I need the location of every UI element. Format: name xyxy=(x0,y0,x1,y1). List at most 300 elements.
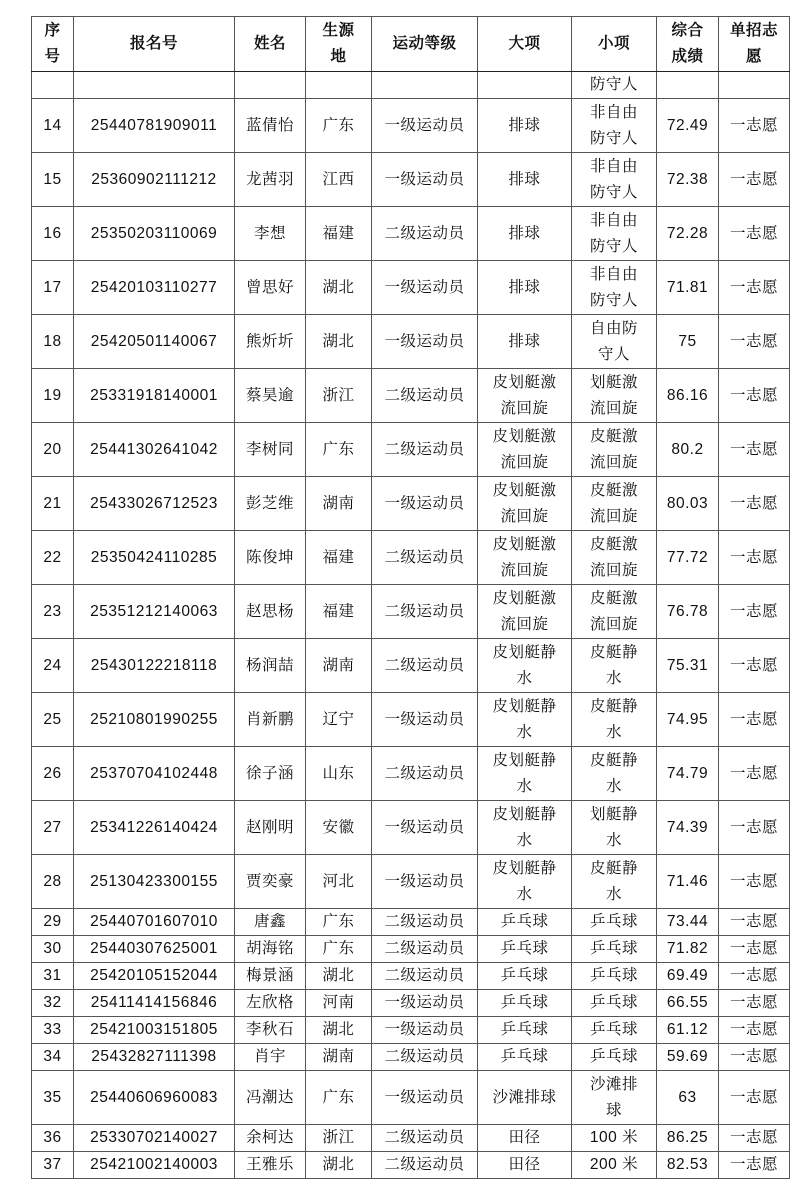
cell-score: 59.69 xyxy=(657,1044,719,1071)
cell-reg-no: 25411414156846 xyxy=(74,990,235,1017)
cell-name: 熊炘圻 xyxy=(235,315,306,369)
cell-reg-no: 25440606960083 xyxy=(74,1071,235,1125)
table-row xyxy=(32,909,790,936)
cell-line: 皮艇静 xyxy=(589,859,638,877)
cell-level: 二级运动员 xyxy=(372,369,478,423)
column-header-origin xyxy=(306,17,372,72)
cell-preference: 一志愿 xyxy=(719,531,790,585)
column-header-label: 小项 xyxy=(597,35,630,52)
cell-seq: 26 xyxy=(32,747,74,801)
table-row xyxy=(32,1044,790,1071)
cell-origin: 湖北 xyxy=(306,1017,372,1044)
cell-reg-no xyxy=(74,72,235,99)
cell-minor-event xyxy=(572,261,657,315)
cell-reg-no: 25420105152044 xyxy=(74,963,235,990)
cell-origin: 山东 xyxy=(306,747,372,801)
table-row xyxy=(32,207,790,261)
column-header-label: 姓名 xyxy=(253,35,286,52)
cell-line: 水 xyxy=(516,723,533,741)
cell-reg-no: 25360902111212 xyxy=(74,153,235,207)
cell-major-event xyxy=(478,423,572,477)
cell-score: 73.44 xyxy=(657,909,719,936)
cell-minor-event xyxy=(572,369,657,423)
table-row xyxy=(32,315,790,369)
cell-preference: 一志愿 xyxy=(719,1071,790,1125)
cell-reg-no: 25440781909011 xyxy=(74,99,235,153)
cell-line: 防守人 xyxy=(589,129,638,147)
cell-major-event xyxy=(478,1152,572,1179)
column-header-preference xyxy=(719,17,790,72)
cell-line: 皮划艇激 xyxy=(492,535,557,553)
table-row xyxy=(32,423,790,477)
cell-major-event xyxy=(478,477,572,531)
cell-score: 76.78 xyxy=(657,585,719,639)
cell-reg-no: 25440701607010 xyxy=(74,909,235,936)
table-row xyxy=(32,1125,790,1152)
cell-line: 乒乓球 xyxy=(589,1021,638,1038)
column-header-level xyxy=(372,17,478,72)
cell-line: 乒乓球 xyxy=(500,1048,549,1065)
cell-line: 皮划艇静 xyxy=(492,805,557,823)
cell-level: 一级运动员 xyxy=(372,693,478,747)
cell-line: 排球 xyxy=(508,170,541,188)
cell-line: 流回旋 xyxy=(589,615,638,633)
cell-major-event xyxy=(478,99,572,153)
cell-line: 非自由 xyxy=(589,211,638,229)
cell-line: 流回旋 xyxy=(589,507,638,525)
cell-origin: 安徽 xyxy=(306,801,372,855)
cell-line: 皮划艇静 xyxy=(492,643,557,661)
cell-level: 二级运动员 xyxy=(372,1125,478,1152)
cell-origin: 河北 xyxy=(306,855,372,909)
cell-seq: 31 xyxy=(32,963,74,990)
cell-seq: 33 xyxy=(32,1017,74,1044)
column-header-label: 地 xyxy=(330,48,347,65)
cell-preference: 一志愿 xyxy=(719,801,790,855)
cell-origin: 广东 xyxy=(306,1071,372,1125)
cell-line: 排球 xyxy=(508,224,541,242)
table-row xyxy=(32,153,790,207)
cell-origin: 江西 xyxy=(306,153,372,207)
table-row xyxy=(32,801,790,855)
cell-seq: 27 xyxy=(32,801,74,855)
cell-preference: 一志愿 xyxy=(719,153,790,207)
cell-minor-event xyxy=(572,963,657,990)
cell-line: 乒乓球 xyxy=(589,994,638,1011)
cell-reg-no: 25370704102448 xyxy=(74,747,235,801)
cell-line: 皮划艇激 xyxy=(492,481,557,499)
cell-preference xyxy=(719,72,790,99)
cell-seq: 28 xyxy=(32,855,74,909)
cell-seq: 36 xyxy=(32,1125,74,1152)
table-row xyxy=(32,747,790,801)
cell-line: 非自由 xyxy=(589,157,638,175)
cell-score: 72.38 xyxy=(657,153,719,207)
table-row xyxy=(32,1152,790,1179)
cell-line: 水 xyxy=(516,669,533,687)
cell-origin: 广东 xyxy=(306,423,372,477)
cell-reg-no: 25210801990255 xyxy=(74,693,235,747)
cell-score: 74.39 xyxy=(657,801,719,855)
column-header-major-event xyxy=(478,17,572,72)
cell-minor-event: 防守人 xyxy=(572,72,657,99)
cell-origin: 福建 xyxy=(306,585,372,639)
cell-level: 二级运动员 xyxy=(372,963,478,990)
table-row xyxy=(32,99,790,153)
cell-name: 肖新鹏 xyxy=(235,693,306,747)
cell-minor-event xyxy=(572,1125,657,1152)
column-header-label: 运动等级 xyxy=(392,35,457,52)
cell-name: 龙茜羽 xyxy=(235,153,306,207)
cell-line: 皮艇静 xyxy=(589,697,638,715)
cell-major-event xyxy=(478,855,572,909)
column-header-label: 综合 xyxy=(671,22,704,39)
cell-line: 乒乓球 xyxy=(589,967,638,984)
cell-preference: 一志愿 xyxy=(719,747,790,801)
cell-line: 水 xyxy=(605,723,622,741)
cell-line: 皮划艇静 xyxy=(492,697,557,715)
cell-major-event xyxy=(478,1017,572,1044)
cell-preference: 一志愿 xyxy=(719,693,790,747)
cell-score: 72.28 xyxy=(657,207,719,261)
column-header-label: 大项 xyxy=(508,35,541,52)
cell-minor-event xyxy=(572,99,657,153)
cell-level: 一级运动员 xyxy=(372,801,478,855)
cell-preference: 一志愿 xyxy=(719,585,790,639)
cell-line: 乒乓球 xyxy=(589,1048,638,1065)
cell-preference: 一志愿 xyxy=(719,1044,790,1071)
cell-minor-event xyxy=(572,855,657,909)
cell-line: 守人 xyxy=(597,345,630,363)
cell-level: 二级运动员 xyxy=(372,207,478,261)
cell-major-event xyxy=(478,261,572,315)
cell-preference: 一志愿 xyxy=(719,963,790,990)
table-header-row xyxy=(32,17,790,72)
cell-score: 80.03 xyxy=(657,477,719,531)
cell-preference: 一志愿 xyxy=(719,855,790,909)
cell-major-event xyxy=(478,990,572,1017)
cell-preference: 一志愿 xyxy=(719,1125,790,1152)
cell-major-event xyxy=(478,963,572,990)
cell-line: 乒乓球 xyxy=(500,913,549,930)
cell-seq: 19 xyxy=(32,369,74,423)
cell-line: 水 xyxy=(605,831,622,849)
cell-score: 80.2 xyxy=(657,423,719,477)
cell-origin: 湖南 xyxy=(306,1044,372,1071)
cell-score: 82.53 xyxy=(657,1152,719,1179)
cell-name: 贾奕豪 xyxy=(235,855,306,909)
cell-major-event xyxy=(478,1044,572,1071)
cell-minor-event xyxy=(572,153,657,207)
cell-reg-no: 25331918140001 xyxy=(74,369,235,423)
cell-score: 77.72 xyxy=(657,531,719,585)
cell-seq xyxy=(32,72,74,99)
cell-reg-no: 25432827111398 xyxy=(74,1044,235,1071)
cell-level: 二级运动员 xyxy=(372,909,478,936)
cell-level: 一级运动员 xyxy=(372,1071,478,1125)
cell-line: 水 xyxy=(516,885,533,903)
cell-line: 非自由 xyxy=(589,103,638,121)
cell-origin: 广东 xyxy=(306,936,372,963)
cell-preference: 一志愿 xyxy=(719,990,790,1017)
cell-line: 球 xyxy=(605,1101,622,1119)
cell-name: 李想 xyxy=(235,207,306,261)
column-header-seq xyxy=(32,17,74,72)
cell-seq: 37 xyxy=(32,1152,74,1179)
cell-seq: 17 xyxy=(32,261,74,315)
cell-preference: 一志愿 xyxy=(719,477,790,531)
cell-preference: 一志愿 xyxy=(719,261,790,315)
table-row xyxy=(32,1071,790,1125)
cell-minor-event xyxy=(572,639,657,693)
cell-minor-event xyxy=(572,531,657,585)
cell-line: 排球 xyxy=(508,278,541,296)
cell-line: 皮艇激 xyxy=(589,589,638,607)
cell-line: 防守人 xyxy=(589,291,638,309)
cell-seq: 24 xyxy=(32,639,74,693)
cell-name: 蓝倩怡 xyxy=(235,99,306,153)
cell-level: 二级运动员 xyxy=(372,639,478,693)
cell-line: 水 xyxy=(605,669,622,687)
cell-minor-event xyxy=(572,423,657,477)
column-header-score xyxy=(657,17,719,72)
cell-line: 流回旋 xyxy=(500,453,549,471)
cell-preference: 一志愿 xyxy=(719,423,790,477)
table-body xyxy=(32,72,790,1179)
cell-major-event xyxy=(478,1071,572,1125)
cell-minor-event xyxy=(572,747,657,801)
cell-name: 曾思好 xyxy=(235,261,306,315)
cell-line: 皮艇激 xyxy=(589,481,638,499)
cell-score: 61.12 xyxy=(657,1017,719,1044)
cell-name: 肖宇 xyxy=(235,1044,306,1071)
cell-origin: 福建 xyxy=(306,531,372,585)
cell-origin: 浙江 xyxy=(306,369,372,423)
cell-origin: 广东 xyxy=(306,909,372,936)
cell-reg-no: 25440307625001 xyxy=(74,936,235,963)
cell-origin: 辽宁 xyxy=(306,693,372,747)
cell-origin: 湖北 xyxy=(306,315,372,369)
cell-seq: 32 xyxy=(32,990,74,1017)
cell-line: 自由防 xyxy=(589,319,638,337)
cell-name: 徐子涵 xyxy=(235,747,306,801)
table-row xyxy=(32,990,790,1017)
cell-name: 陈俊坤 xyxy=(235,531,306,585)
cell-score: 71.46 xyxy=(657,855,719,909)
cell-major-event xyxy=(478,1125,572,1152)
cell-line: 皮艇激 xyxy=(589,535,638,553)
cell-line: 水 xyxy=(605,777,622,795)
cell-preference: 一志愿 xyxy=(719,639,790,693)
column-header-label: 号 xyxy=(44,48,61,65)
cell-name xyxy=(235,72,306,99)
cell-line: 流回旋 xyxy=(500,561,549,579)
cell-name: 蔡昊逾 xyxy=(235,369,306,423)
cell-origin: 广东 xyxy=(306,99,372,153)
cell-level: 二级运动员 xyxy=(372,747,478,801)
cell-reg-no: 25330702140027 xyxy=(74,1125,235,1152)
cell-name: 杨润喆 xyxy=(235,639,306,693)
cell-level: 一级运动员 xyxy=(372,99,478,153)
cell-minor-event xyxy=(572,801,657,855)
cell-line: 皮划艇激 xyxy=(492,373,557,391)
cell-preference: 一志愿 xyxy=(719,936,790,963)
cell-name: 李树同 xyxy=(235,423,306,477)
cell-seq: 23 xyxy=(32,585,74,639)
cell-line: 流回旋 xyxy=(500,615,549,633)
cell-level xyxy=(372,72,478,99)
cell-line: 流回旋 xyxy=(589,561,638,579)
cell-line: 皮划艇激 xyxy=(492,427,557,445)
cell-name: 王雅乐 xyxy=(235,1152,306,1179)
cell-major-event xyxy=(478,747,572,801)
cell-line: 乒乓球 xyxy=(500,1021,549,1038)
cell-level: 一级运动员 xyxy=(372,1017,478,1044)
cell-origin: 福建 xyxy=(306,207,372,261)
cell-origin: 湖北 xyxy=(306,261,372,315)
cell-line: 皮划艇静 xyxy=(492,751,557,769)
cell-seq: 18 xyxy=(32,315,74,369)
cell-minor-event xyxy=(572,693,657,747)
column-header-label: 愿 xyxy=(745,48,762,65)
cell-major-event xyxy=(478,531,572,585)
cell-line: 沙滩排 xyxy=(589,1075,638,1093)
cell-name: 李秋石 xyxy=(235,1017,306,1044)
cell-reg-no: 25351212140063 xyxy=(74,585,235,639)
cell-reg-no: 25341226140424 xyxy=(74,801,235,855)
column-header-label: 生源 xyxy=(322,22,355,39)
cell-major-event xyxy=(478,207,572,261)
cell-line: 沙滩排球 xyxy=(492,1088,557,1106)
cell-minor-event xyxy=(572,477,657,531)
cell-line: 排球 xyxy=(508,116,541,134)
cell-line: 皮划艇激 xyxy=(492,589,557,607)
cell-minor-event xyxy=(572,1044,657,1071)
cell-level: 一级运动员 xyxy=(372,261,478,315)
cell-major-event xyxy=(478,693,572,747)
cell-preference: 一志愿 xyxy=(719,369,790,423)
cell-reg-no: 25441302641042 xyxy=(74,423,235,477)
cell-level: 一级运动员 xyxy=(372,477,478,531)
cell-line: 非自由 xyxy=(589,265,638,283)
column-header-label: 成绩 xyxy=(671,48,704,65)
cell-major-event xyxy=(478,153,572,207)
cell-name: 余柯达 xyxy=(235,1125,306,1152)
cell-name: 彭芝维 xyxy=(235,477,306,531)
cell-line: 流回旋 xyxy=(500,507,549,525)
cell-line: 流回旋 xyxy=(589,399,638,417)
table-row xyxy=(32,585,790,639)
table-row xyxy=(32,936,790,963)
cell-score: 71.81 xyxy=(657,261,719,315)
cell-line: 100 米 xyxy=(589,1129,639,1146)
cell-seq: 22 xyxy=(32,531,74,585)
cell-line: 200 米 xyxy=(589,1156,639,1173)
cell-reg-no: 25421002140003 xyxy=(74,1152,235,1179)
cell-line: 皮划艇静 xyxy=(492,859,557,877)
cell-line: 流回旋 xyxy=(500,399,549,417)
cell-seq: 14 xyxy=(32,99,74,153)
cell-level: 一级运动员 xyxy=(372,855,478,909)
cell-major-event xyxy=(478,909,572,936)
cell-line: 划艇激 xyxy=(589,373,638,391)
column-header-label: 报名号 xyxy=(129,35,178,52)
cell-origin: 河南 xyxy=(306,990,372,1017)
cell-minor-event xyxy=(572,315,657,369)
cell-major-event xyxy=(478,72,572,99)
cell-preference: 一志愿 xyxy=(719,1152,790,1179)
cell-reg-no: 25421003151805 xyxy=(74,1017,235,1044)
cell-score: 71.82 xyxy=(657,936,719,963)
cell-seq: 16 xyxy=(32,207,74,261)
cell-major-event xyxy=(478,639,572,693)
table-row xyxy=(32,963,790,990)
cell-preference: 一志愿 xyxy=(719,99,790,153)
cell-minor-event xyxy=(572,207,657,261)
cell-major-event xyxy=(478,369,572,423)
cell-origin: 湖北 xyxy=(306,963,372,990)
cell-origin: 湖北 xyxy=(306,1152,372,1179)
table-row xyxy=(32,531,790,585)
cell-line: 防守人 xyxy=(589,237,638,255)
table-row xyxy=(32,639,790,693)
cell-seq: 25 xyxy=(32,693,74,747)
cell-level: 二级运动员 xyxy=(372,531,478,585)
cell-name: 梅景涵 xyxy=(235,963,306,990)
cell-level: 二级运动员 xyxy=(372,1152,478,1179)
cell-score: 63 xyxy=(657,1071,719,1125)
cell-origin: 湖南 xyxy=(306,639,372,693)
cell-line: 排球 xyxy=(508,332,541,350)
cell-level: 二级运动员 xyxy=(372,423,478,477)
cell-reg-no: 25430122218118 xyxy=(74,639,235,693)
cell-seq: 20 xyxy=(32,423,74,477)
cell-line: 田径 xyxy=(508,1129,541,1146)
column-header-reg-no xyxy=(74,17,235,72)
cell-reg-no: 25130423300155 xyxy=(74,855,235,909)
cell-minor-event xyxy=(572,1152,657,1179)
cell-major-event xyxy=(478,315,572,369)
admissions-roster-table xyxy=(31,16,790,1179)
cell-score: 74.79 xyxy=(657,747,719,801)
cell-major-event xyxy=(478,585,572,639)
table-row xyxy=(32,693,790,747)
cell-name: 赵思杨 xyxy=(235,585,306,639)
cell-minor-event xyxy=(572,936,657,963)
cell-line: 乒乓球 xyxy=(500,994,549,1011)
table-row xyxy=(32,1017,790,1044)
cell-score: 86.16 xyxy=(657,369,719,423)
cell-score: 86.25 xyxy=(657,1125,719,1152)
cell-name: 左欣格 xyxy=(235,990,306,1017)
column-header-minor-event xyxy=(572,17,657,72)
cell-level: 二级运动员 xyxy=(372,1044,478,1071)
cell-line: 水 xyxy=(516,831,533,849)
cell-score: 74.95 xyxy=(657,693,719,747)
cell-level: 一级运动员 xyxy=(372,990,478,1017)
cell-reg-no: 25350424110285 xyxy=(74,531,235,585)
cell-line: 流回旋 xyxy=(589,453,638,471)
cell-line: 划艇静 xyxy=(589,805,638,823)
cell-reg-no: 25420103110277 xyxy=(74,261,235,315)
cell-line: 皮艇静 xyxy=(589,751,638,769)
cell-level: 一级运动员 xyxy=(372,153,478,207)
cell-seq: 34 xyxy=(32,1044,74,1071)
cell-minor-event xyxy=(572,909,657,936)
cell-line: 水 xyxy=(516,777,533,795)
cell-level: 一级运动员 xyxy=(372,315,478,369)
cell-line: 乒乓球 xyxy=(500,940,549,957)
